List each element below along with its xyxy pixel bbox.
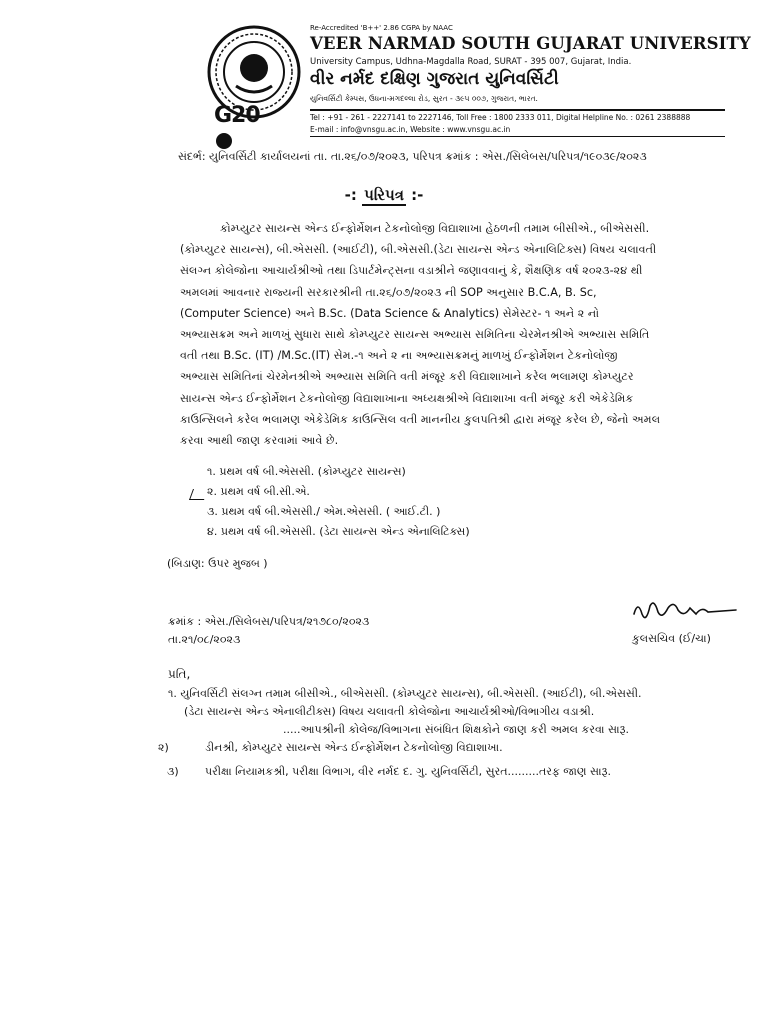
body-line: સંલગ્ન કોલેજોના આચાર્યશ્રીઓ તથા ડિપાર્ટમેન્ટ્સના વડાશ્રીને જણાવવાનું કે, શૈક્ષણિક વર્ષ ૨૦૨૩-૨૪ થી [180, 264, 643, 278]
university-name-gujarati: વીર નર્મદ દક્ષિણ ગુજરાત યુનિવર્સિટી [310, 69, 559, 89]
title-word: પરિપત્ર [364, 186, 404, 204]
outward-date: તા.૨૧/૦૮/૨૦૨૩ [168, 633, 241, 646]
recipient-1-line3: .....આપશ્રીની કોલેજ/વિભાગના સંબંધિત શિક્ષકોને જાણ કરી અમલ કરવા સારૂ. [283, 723, 629, 736]
accreditation-text: Re-Accredited 'B++' 2.86 CGPA by NAAC [310, 24, 453, 32]
list-item: ૪. પ્રથમ વર્ષ બી.એસસી. (ડેટા સાયન્સ એન્ડ એનાલિટિક્સ) [207, 525, 470, 538]
body-line: સાયન્સ એન્ડ ઈન્ફોર્મેશન ટેકનોલોજી વિદ્યાશાખાના અધ્યક્ષશ્રીએ વિદ્યાશાખા વતી મંજૂર કરી એકેડેમિક [180, 391, 634, 405]
list-item: ૧. પ્રથમ વર્ષ બી.એસસી. (કોમ્પ્યુટર સાયન્સ) [207, 465, 406, 478]
body-line: કોમ્પ્યુટર સાયન્સ એન્ડ ઈન્ફોર્મેશન ટેકનોલોજી વિદ્યાશાખા હેઠળની તમામ બીસીએ., બીએસસી. [220, 222, 650, 235]
outward-number: ક્રમાંક : એસ./સિલેબસ/પરિપત્ર/૨૧૭૮૦/૨૦૨૩ [168, 615, 370, 628]
recipient-1-line1: ૧. યુનિવર્સિટી સંલગ્ન તમામ બીસીએ., બીએસસી. (કોમ્પ્યુટર સાયન્સ), બી.એસસી. (આઈટી), બી.એસસી. [168, 687, 642, 700]
g20-logo: G20 [214, 103, 276, 131]
university-address-gujarati: યુનિવર્સિટી કેમ્પસ, ઉધના-મગદલ્લા રોડ, સુરત - ૩૯૫ ૦૦૭, ગુજરાત, ભારત. [310, 94, 538, 103]
body-line: કરવા આથી જાણ કરવામાં આવે છે. [180, 434, 339, 448]
title-left-mark: -: [344, 186, 357, 204]
body-line: કાઉન્સિલને કરેલ ભલામણ એકેડેમિક કાઉન્સિલ વતી માનનીય કુલપતિશ્રી દ્વારા મંજૂર કરેલ છે, જેનો અમલ [180, 412, 661, 426]
body-line: અમલમાં આવનાર રાજ્યની સરકારશ્રીની તા.૨૬/૦૭/૨૦૨૩ ની SOP અનુસાર B.C.A, B. Sc, [180, 285, 597, 299]
list-item: ૩. પ્રથમ વર્ષ બી.એસસી./ એમ.એસસી. ( આઈ.ટી. ) [207, 505, 441, 518]
body-line: અભ્યાસ સમિતિનાં ચેરમેનશ્રીએ અભ્યાસ સમિતિ વતી મંજૂર કરી વિદ્યાશાખાને કરેલ ભલામણ કોમ્પ્યુટર [180, 370, 634, 384]
reference-line: સંદર્ભ: યુનિવર્સિટી કાર્યાલયનાં તા. તા.૨૬/૦૭/૨૦૨૩, પરિપત્ર ક્રમાંક : એસ./સિલેબસ/પરિપત્ર/૧૯૦૩૯/૨૦૨૩ [178, 150, 647, 163]
recipient-2: ડીનશ્રી, કોમ્પ્યુટર સાયન્સ એન્ડ ઈન્ફોર્મેશન ટેકનોલોજી વિદ્યાશાખા. [205, 741, 503, 754]
recipient-1-line2: (ડેટા સાયન્સ એન્ડ એનાલીટીક્સ) વિષય ચલાવતી કોલેજોના આચાર્યશ્રીઓ/વિભાગીય વડાશ્રી. [184, 705, 595, 718]
university-address-english: University Campus, Udhna-Magdalla Road, SURAT - 395 007, Gujarat, India. [310, 57, 632, 67]
header-divider [310, 109, 725, 111]
programme-list [207, 465, 470, 545]
title-right-mark: :- [411, 186, 424, 204]
recipient-3: પરીક્ષા નિયામકશ્રી, પરીક્ષા વિભાગ, વીર નર્મદ દ. ગુ. યુનિવર્સિટી, સુરત.........તરફ જાણ સારૂ. [205, 765, 611, 778]
body-line: (Computer Science) અને B.Sc. (Data Science & Analytics) સેમેસ્ટર- ૧ અને ૨ નો [180, 306, 600, 320]
contact-phone: Tel : +91 - 261 - 2227141 to 2227146, Toll Free : 1800 2333 011, Digital Helpline No. : 0261 2388888 [310, 113, 691, 122]
to-label: પ્રતિ, [168, 667, 191, 681]
recipient-3-number: ૩) [167, 765, 179, 778]
signatory-title: કુલસચિવ (ઈ/ચા) [632, 632, 711, 645]
header-divider-bottom [310, 136, 725, 137]
body-line: વતી તથા B.Sc. (IT) /M.Sc.(IT) સેમ.-૧ અને ૨ ના અભ્યાસક્રમનું માળખું ઈન્ફોર્મેશન ટેકનોલોજી [180, 349, 618, 363]
recipient-2-number: ૨) [158, 741, 169, 754]
university-name-english: VEER NARMAD SOUTH GUJARAT UNIVERSITY [310, 34, 751, 53]
circular-title [0, 186, 768, 204]
list-item [207, 485, 470, 505]
body-paragraph [180, 218, 730, 451]
handwritten-tick-mark [189, 489, 208, 500]
body-line: અભ્યાસક્રમ અને માળખું સુધારા સાથે કોમ્પ્યુટર સાયન્સ અભ્યાસ સમિતિના ચેરમેનશ્રીએ અભ્યાસ સમિતિ [180, 328, 650, 342]
enclosure-note: (બિડાણ: ઉપર મુજબ ) [167, 557, 268, 570]
registrar-signature [630, 596, 740, 626]
contact-email-website: E-mail : info@vnsgu.ac.in, Website : www.vnsgu.ac.in [310, 125, 511, 134]
list-item-text: ૨. પ્રથમ વર્ષ બી.સી.એ. [207, 485, 310, 498]
body-line: (કોમ્પ્યુટર સાયન્સ), બી.એસસી. (આઈટી), બી.એસસી.(ડેટા સાયન્સ એન્ડ એનાલિટિક્સ) વિષય ચલાવતી [180, 243, 657, 257]
